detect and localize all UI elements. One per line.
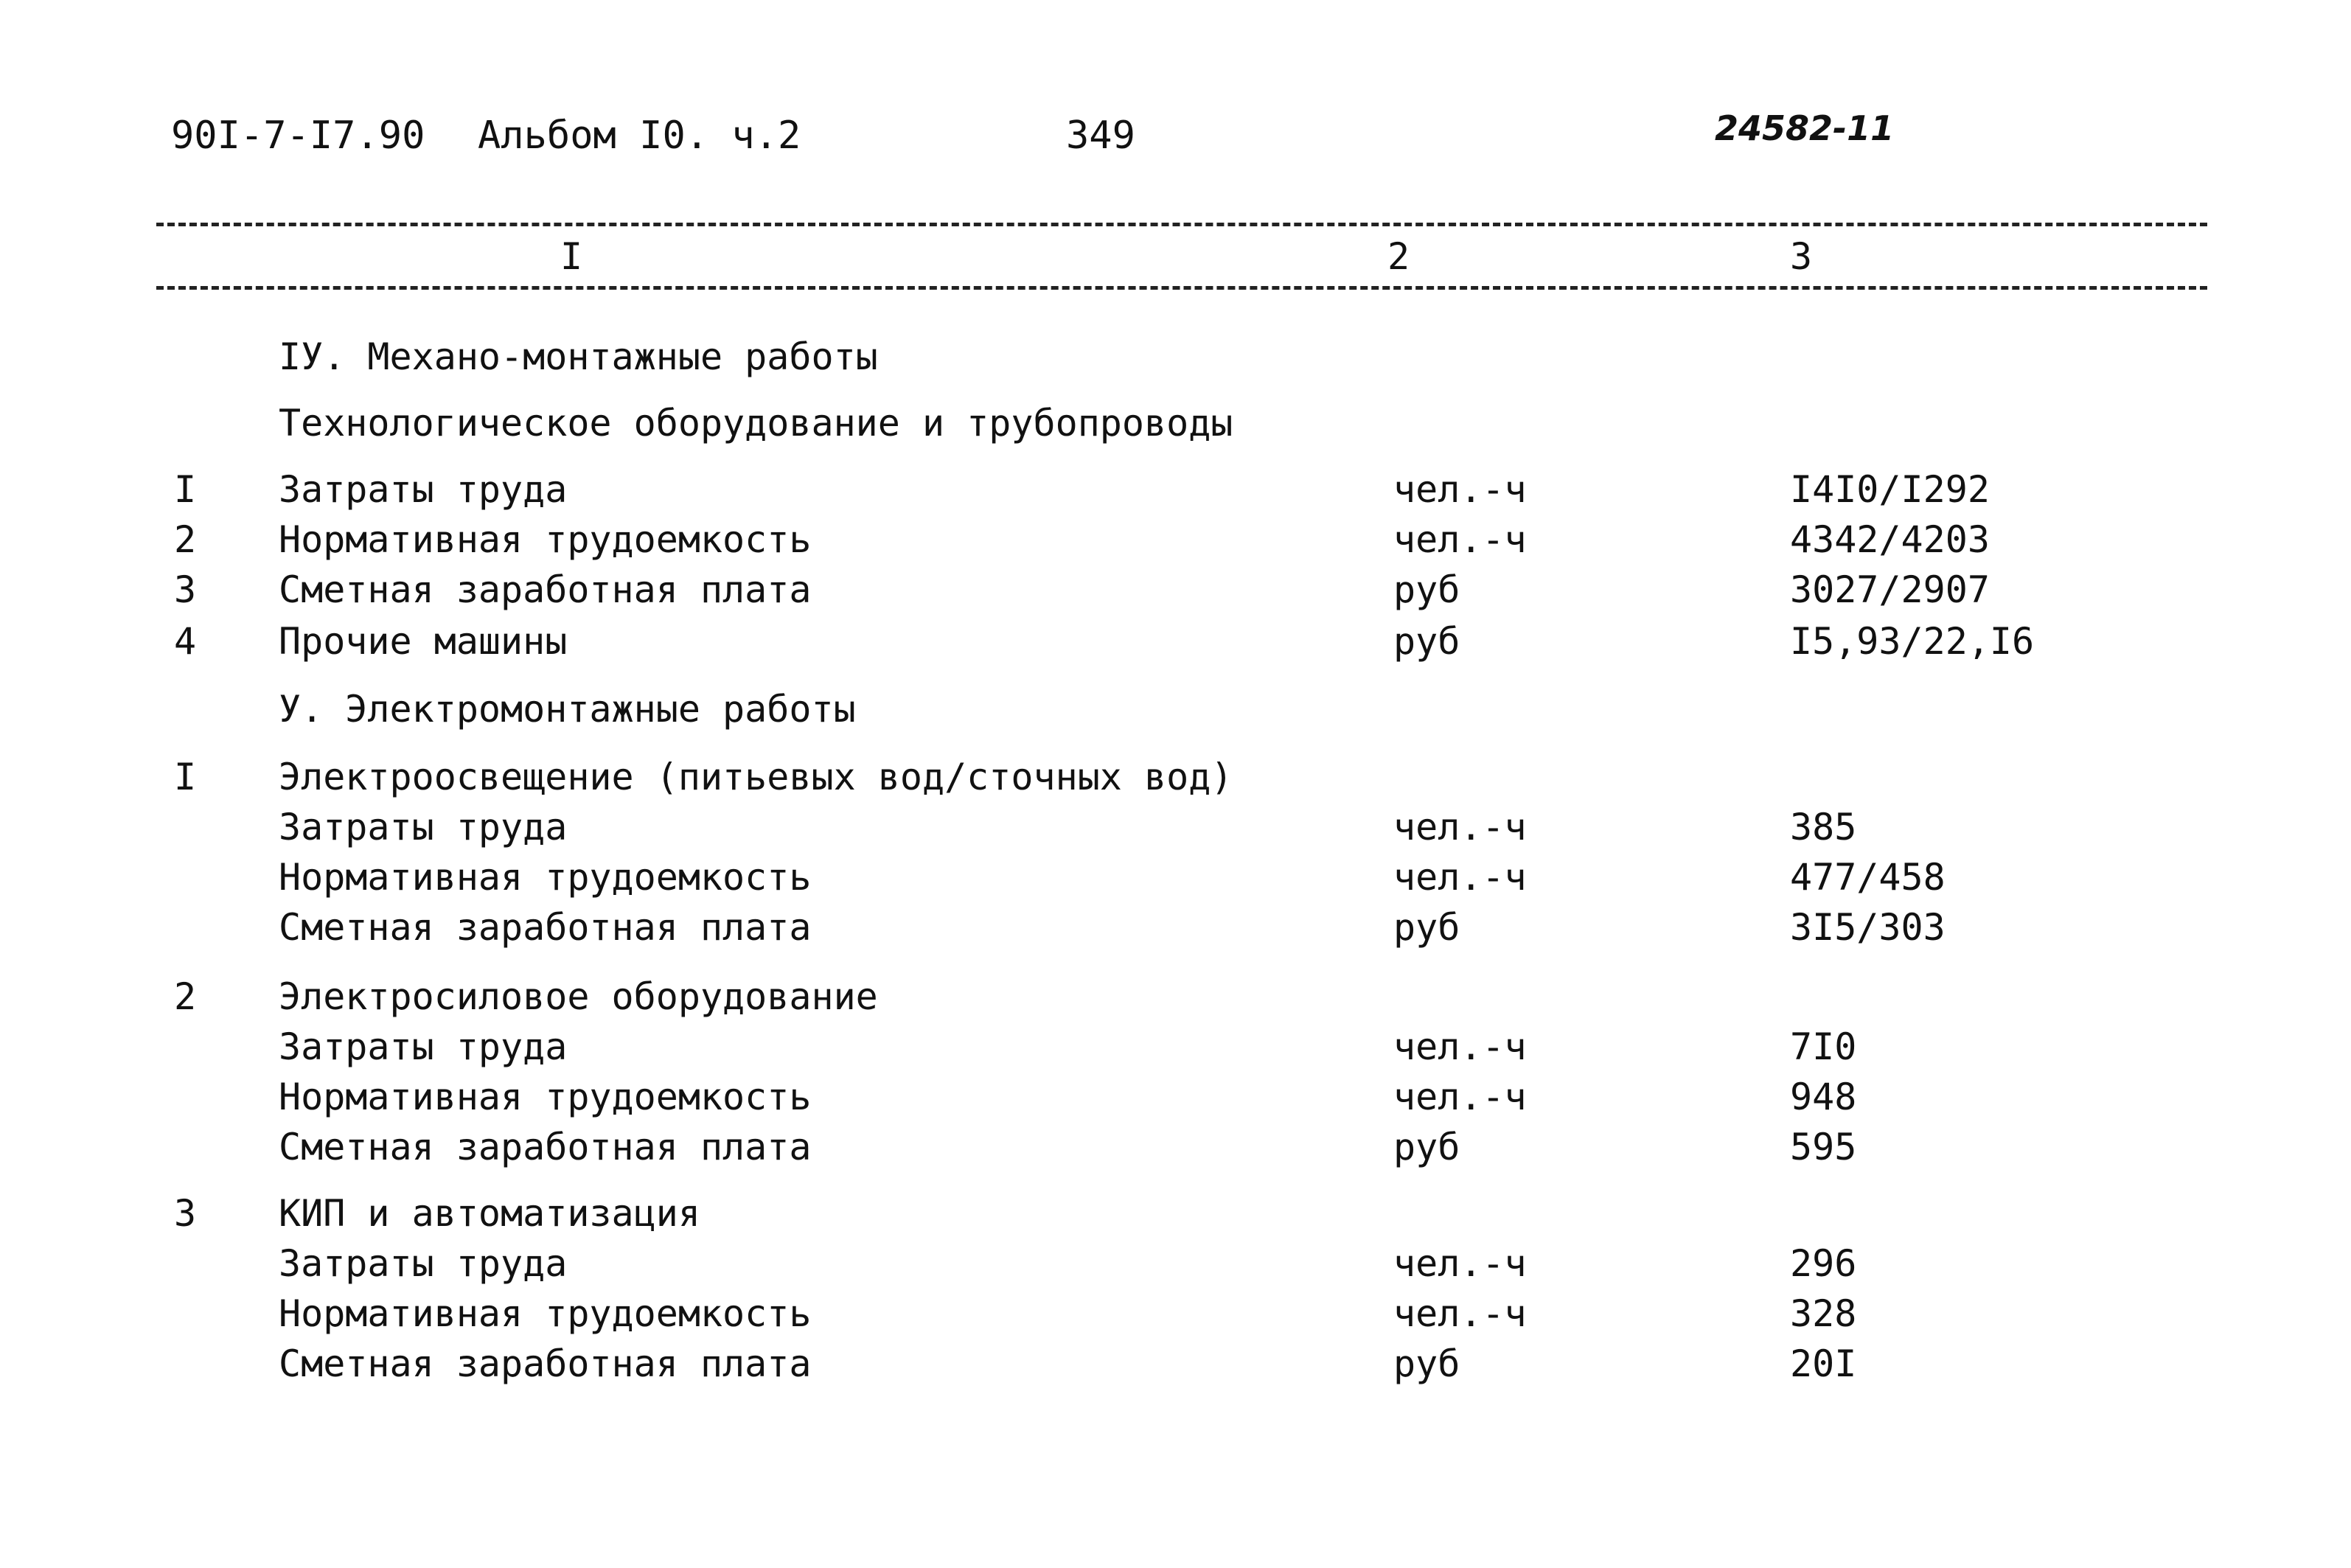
row-number: I xyxy=(174,468,197,511)
row-label: Сметная заработная плата xyxy=(279,1342,812,1385)
group-title: КИП и автоматизация xyxy=(279,1192,700,1235)
row-label: Нормативная трудоемкость xyxy=(279,1292,812,1335)
row-label: Сметная заработная плата xyxy=(279,568,812,611)
column-header-2: 2 xyxy=(1387,235,1410,278)
row-value: 3I5/303 xyxy=(1790,906,1946,949)
section-5-title: У. Электромонтажные работы xyxy=(279,688,856,731)
row-number: 3 xyxy=(174,568,197,611)
row-number: 2 xyxy=(174,518,197,561)
row-value: 296 xyxy=(1790,1242,1857,1285)
row-value: I4I0/I292 xyxy=(1790,468,1990,511)
row-label: Сметная заработная плата xyxy=(279,906,812,949)
top-dashed-rule xyxy=(156,223,2207,226)
row-value: I5,93/22,I6 xyxy=(1790,620,2035,663)
row-value: 948 xyxy=(1790,1076,1857,1118)
row-unit: руб xyxy=(1393,1126,1460,1168)
section-4-title: IУ. Механо-монтажные работы xyxy=(279,335,878,378)
group-number: 2 xyxy=(174,975,197,1018)
row-value: 7I0 xyxy=(1790,1025,1857,1068)
group-number: 3 xyxy=(174,1192,197,1235)
row-unit: чел.-ч xyxy=(1393,1242,1527,1285)
row-value: 595 xyxy=(1790,1126,1857,1168)
row-label: Нормативная трудоемкость xyxy=(279,518,812,561)
row-label: Затраты труда xyxy=(279,806,568,849)
column-header-3: 3 xyxy=(1790,235,1813,278)
row-unit: руб xyxy=(1393,1342,1460,1385)
row-unit: чел.-ч xyxy=(1393,1076,1527,1118)
group-title: Электросиловое оборудование xyxy=(279,975,878,1018)
row-label: Затраты труда xyxy=(279,1025,568,1068)
row-value: 4342/4203 xyxy=(1790,518,1990,561)
row-unit: чел.-ч xyxy=(1393,468,1527,511)
group-title: Электроосвещение (питьевых вод/сточных вод) xyxy=(279,756,1233,798)
section-4-subtitle: Технологическое оборудование и трубопроводы xyxy=(279,402,1233,445)
row-unit: чел.-ч xyxy=(1393,806,1527,849)
group-number: I xyxy=(174,756,197,798)
row-unit: чел.-ч xyxy=(1393,1025,1527,1068)
row-label: Сметная заработная плата xyxy=(279,1126,812,1168)
header-bottom-dashed-rule xyxy=(156,286,2207,290)
row-value: 20I xyxy=(1790,1342,1857,1385)
album-reference: Альбом I0. ч.2 xyxy=(478,114,801,158)
row-label: Нормативная трудоемкость xyxy=(279,1076,812,1118)
row-unit: чел.-ч xyxy=(1393,518,1527,561)
row-unit: руб xyxy=(1393,906,1460,949)
row-value: 328 xyxy=(1790,1292,1857,1335)
row-label: Затраты труда xyxy=(279,468,568,511)
row-unit: руб xyxy=(1393,568,1460,611)
handwritten-inventory-number: 24582-11 xyxy=(1715,108,1895,148)
row-number: 4 xyxy=(174,620,197,663)
row-label: Затраты труда xyxy=(279,1242,568,1285)
row-label: Нормативная трудоемкость xyxy=(279,856,812,899)
row-unit: руб xyxy=(1393,620,1460,663)
document-code: 90I-7-I7.90 xyxy=(171,114,425,158)
row-value: 3027/2907 xyxy=(1790,568,1990,611)
page-number: 349 xyxy=(1066,114,1135,158)
row-unit: чел.-ч xyxy=(1393,1292,1527,1335)
column-header-1: I xyxy=(560,235,583,278)
row-unit: чел.-ч xyxy=(1393,856,1527,899)
row-value: 385 xyxy=(1790,806,1857,849)
row-label: Прочие машины xyxy=(279,620,568,663)
row-value: 477/458 xyxy=(1790,856,1946,899)
